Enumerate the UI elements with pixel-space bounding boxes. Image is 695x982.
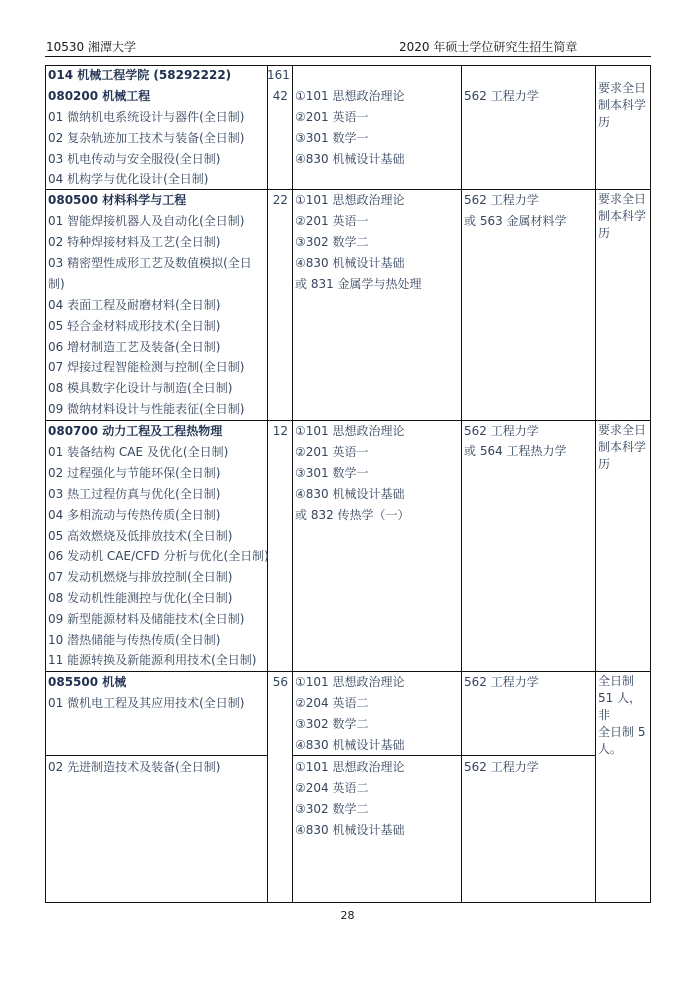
note-line: 历 [598,226,611,240]
retest-subject: 562 工程力学 [464,193,539,207]
direction-item: 03 机电传动与安全服役(全日制) [48,152,221,166]
exam-subject: ②201 英语一 [295,214,369,228]
note-line: 制本科学 [598,98,647,112]
exam-subject: ④830 机械设计基础 [295,256,405,270]
direction-item: 02 复杂轨迹加工技术与装备(全日制) [48,131,245,145]
note-line: 要求全日 [598,192,647,206]
exam-subject: ①101 思想政治理论 [295,424,405,438]
exam-subject: ③302 数学二 [295,717,369,731]
header-school: 10530 湘潭大学 [46,40,136,54]
retest-subject: 562 工程力学 [464,760,539,774]
retest-subject: 562 工程力学 [464,89,539,103]
note-line: 要求全日 [598,423,647,437]
col-divider-exams [292,65,293,903]
enrollment-count: 42 [272,89,288,103]
direction-item: 01 微纳机电系统设计与器件(全日制) [48,110,245,124]
direction-item: 01 微机电工程及其应用技术(全日制) [48,696,245,710]
exam-subject: ②201 英语一 [295,445,369,459]
direction-item: 03 精密塑性成形工艺及数值模拟(全日 [48,256,252,270]
exam-subject: ③301 数学一 [295,466,369,480]
note-line: 制本科学 [598,440,647,454]
note-line: 制本科学 [598,209,647,223]
retest-subject: 或 564 工程热力学 [464,444,567,458]
retest-subject: 562 工程力学 [464,424,539,438]
direction-item: 08 发动机性能测控与优化(全日制) [48,591,233,605]
program-title: 085500 机械 [48,675,127,689]
retest-subject: 或 563 金属材料学 [464,214,567,228]
note-line: 要求全日 [598,81,647,95]
direction-item: 09 新型能源材料及储能技术(全日制) [48,612,245,626]
exam-subject: ②204 英语二 [295,696,369,710]
exam-subject: ③302 数学二 [295,802,369,816]
enrollment-count: 56 [272,675,288,689]
direction-item: 07 发动机燃烧与排放控制(全日制) [48,570,233,584]
table-border-bottom [45,902,651,903]
direction-item: 01 装备结构 CAE 及优化(全日制) [48,445,229,459]
direction-item: 04 多相流动与传热传质(全日制) [48,508,221,522]
enrollment-count: 22 [272,193,288,207]
col-divider-retest [461,65,462,903]
program-title: 080700 动力工程及工程热物理 [48,424,223,438]
program-title: 080200 机械工程 [48,89,151,103]
page-number: 28 [340,909,355,922]
direction-item: 10 潜热储能与传热传质(全日制) [48,633,221,647]
enrollment-count: 12 [272,424,288,438]
note-line: 51 人，非 [598,691,642,722]
exam-subject: ①101 思想政治理论 [295,675,405,689]
direction-item: 01 智能焊接机器人及自动化(全日制) [48,214,245,228]
program-note [598,422,648,473]
college-title: 014 机械工程学院 (58292222) [48,68,232,82]
direction-item: 03 热工过程仿真与优化(全日制) [48,487,221,501]
exam-subject: 或 832 传热学（一） [295,508,410,522]
direction-item: 07 焊接过程智能检测与控制(全日制) [48,360,245,374]
direction-item: 06 增材制造工艺及装备(全日制) [48,340,221,354]
direction-item: 制) [48,277,65,291]
program-note [598,191,648,242]
note-line: 历 [598,115,611,129]
exam-subject: ④830 机械设计基础 [295,738,405,752]
exam-subject: ②201 英语一 [295,110,369,124]
exam-subject: ③301 数学一 [295,131,369,145]
direction-item: 04 表面工程及耐磨材料(全日制) [48,298,221,312]
direction-item: 02 先进制造技术及装备(全日制) [48,760,221,774]
direction-item: 04 机构学与优化设计(全日制) [48,172,209,186]
exam-subject: ③302 数学二 [295,235,369,249]
exam-subject: ①101 思想政治理论 [295,760,405,774]
direction-item: 02 过程强化与节能环保(全日制) [48,466,221,480]
exam-subject: ④830 机械设计基础 [295,487,405,501]
program-note [598,80,648,131]
note-line: 历 [598,457,611,471]
direction-item: 05 轻合金材料成形技术(全日制) [48,319,221,333]
exam-subject: ②204 英语二 [295,781,369,795]
exam-subject: ④830 机械设计基础 [295,823,405,837]
header-rule [45,56,651,57]
direction-item: 06 发动机 CAE/CFD 分析与优化(全日制) [48,549,269,563]
program-note [598,673,648,758]
direction-item: 05 高效燃烧及低排放技术(全日制) [48,529,233,543]
admissions-table [45,65,651,903]
retest-subject: 562 工程力学 [464,675,539,689]
note-line: 人。 [598,742,623,756]
table-border-right [650,65,651,903]
college-total: 161 [267,68,290,82]
exam-subject: ①101 思想政治理论 [295,89,405,103]
direction-item: 09 微纳材料设计与性能表征(全日制) [48,402,245,416]
direction-item: 08 模具数字化设计与制造(全日制) [48,381,233,395]
exam-subject: ④830 机械设计基础 [295,152,405,166]
exam-subject: ①101 思想政治理论 [295,193,405,207]
direction-item: 11 能源转换及新能源利用技术(全日制) [48,653,257,667]
program-title: 080500 材料科学与工程 [48,193,187,207]
exam-subject: 或 831 金属学与热处理 [295,277,422,291]
note-line: 全日制 5 [598,725,646,739]
table-border-left [45,65,46,903]
direction-item: 02 特种焊接材料及工艺(全日制) [48,235,221,249]
col-divider-notes [595,65,596,903]
note-line: 全日制 [598,674,635,688]
header-title: 2020 年硕士学位研究生招生简章 [399,40,578,54]
